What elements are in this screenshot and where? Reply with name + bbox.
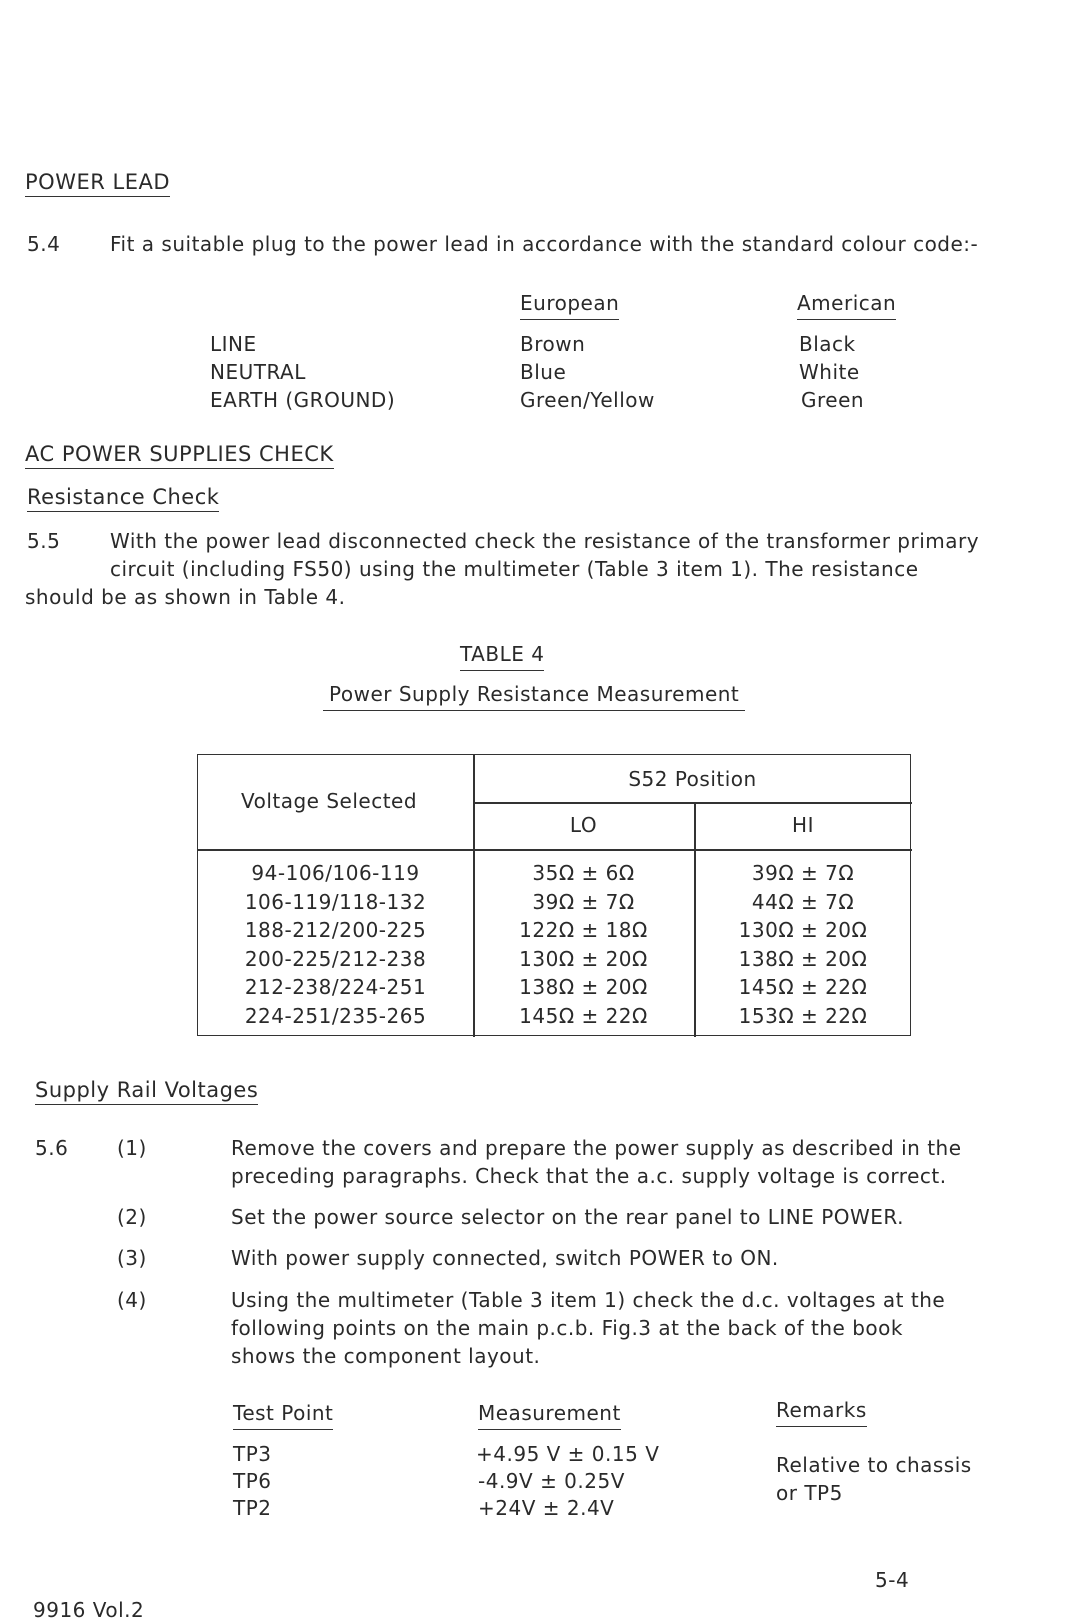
measurement-value: -4.9V ± 0.25V bbox=[478, 1469, 625, 1493]
table-4-caption: Power Supply Resistance Measurement bbox=[323, 680, 745, 711]
step-1-line-1: Remove the covers and prepare the power supply as described in the bbox=[231, 1136, 962, 1160]
table-cell-hi: 153Ω ± 22Ω bbox=[738, 1003, 868, 1028]
para-5-4-number: 5.4 bbox=[27, 232, 61, 256]
para-5-5-line-2: circuit (including FS50) using the multimeter (Table 3 item 1). The resistance bbox=[110, 557, 919, 581]
page-number: 5-4 bbox=[875, 1568, 910, 1592]
step-3-number: (3) bbox=[117, 1246, 147, 1270]
colour-row-american: Green bbox=[801, 388, 865, 412]
table-cell-voltage: 200-225/212-238 bbox=[244, 946, 427, 971]
para-5-5-number: 5.5 bbox=[27, 529, 61, 553]
para-5-5-line-1: With the power lead disconnected check the resistance of the transformer primary bbox=[110, 529, 980, 553]
table-cell-voltage: 106-119/118-132 bbox=[244, 889, 427, 914]
test-point: TP6 bbox=[233, 1469, 272, 1493]
step-2-line-1: Set the power source selector on the rear panel to LINE POWER. bbox=[231, 1205, 904, 1229]
document-reference: 9916 Vol.2 bbox=[33, 1598, 145, 1622]
hi-column bbox=[694, 859, 912, 1030]
table-cell-hi: 138Ω ± 20Ω bbox=[738, 946, 868, 971]
table-cell-lo: 145Ω ± 22Ω bbox=[519, 1003, 648, 1028]
table-cell-voltage: 94-106/106-119 bbox=[251, 861, 420, 885]
european-header: European bbox=[520, 289, 619, 320]
measurement-value: +4.95 V ± 0.15 V bbox=[476, 1442, 660, 1466]
colour-row-american: White bbox=[799, 360, 860, 384]
table-4-label: TABLE 4 bbox=[460, 640, 544, 671]
step-2-number: (2) bbox=[117, 1205, 147, 1229]
col-voltage-header: Voltage Selected bbox=[240, 789, 418, 813]
step-4-line-3: shows the component layout. bbox=[231, 1344, 541, 1368]
remarks-line-1: Relative to chassis bbox=[776, 1453, 972, 1477]
table-cell-lo: 130Ω ± 20Ω bbox=[519, 946, 648, 971]
step-4-line-2: following points on the main p.c.b. Fig.3 at the back of the book bbox=[231, 1316, 903, 1340]
col-lo-header: LO bbox=[569, 813, 598, 837]
col-position-header: S52 Position bbox=[628, 767, 757, 791]
table-cell-lo: 39Ω ± 7Ω bbox=[532, 889, 635, 914]
resistance-table bbox=[197, 754, 911, 1036]
colour-row-name: NEUTRAL bbox=[210, 360, 306, 384]
table-cell-hi: 44Ω ± 7Ω bbox=[751, 889, 855, 914]
test-point-header: Test Point bbox=[233, 1399, 333, 1430]
para-5-6-number: 5.6 bbox=[35, 1136, 69, 1160]
measurement-header: Measurement bbox=[478, 1399, 621, 1430]
para-5-4-text: Fit a suitable plug to the power lead in accordance with the standard colour code:- bbox=[110, 232, 979, 256]
colour-row-name: LINE bbox=[210, 332, 257, 356]
step-4-line-1: Using the multimeter (Table 3 item 1) check the d.c. voltages at the bbox=[231, 1288, 946, 1312]
para-5-5-line-3: should be as shown in Table 4. bbox=[25, 585, 346, 609]
american-header: American bbox=[797, 289, 896, 320]
voltage-column bbox=[198, 859, 473, 1030]
col-hi-header: HI bbox=[792, 813, 814, 837]
supply-rail-heading: Supply Rail Voltages bbox=[35, 1078, 258, 1105]
colour-row-european: Green/Yellow bbox=[520, 388, 655, 412]
step-4-number: (4) bbox=[117, 1288, 147, 1312]
remarks-header: Remarks bbox=[776, 1396, 867, 1427]
table-cell-lo: 138Ω ± 20Ω bbox=[519, 975, 648, 999]
step-1-number: (1) bbox=[117, 1136, 147, 1160]
table-cell-hi: 130Ω ± 20Ω bbox=[738, 918, 868, 942]
test-point: TP2 bbox=[233, 1496, 272, 1520]
table-cell-voltage: 188-212/200-225 bbox=[244, 918, 427, 942]
resistance-check-subheading: Resistance Check bbox=[27, 485, 219, 512]
table-cell-lo: 122Ω ± 18Ω bbox=[519, 918, 648, 942]
measurement-value: +24V ± 2.4V bbox=[478, 1496, 615, 1520]
ac-check-heading: AC POWER SUPPLIES CHECK bbox=[25, 442, 334, 469]
power-lead-heading: POWER LEAD bbox=[25, 170, 170, 197]
remarks-line-2: or TP5 bbox=[776, 1481, 843, 1505]
table-cell-voltage: 224-251/235-265 bbox=[244, 1003, 427, 1028]
step-1-line-2: preceding paragraphs. Check that the a.c. supply voltage is correct. bbox=[231, 1164, 947, 1188]
step-3-line-1: With power supply connected, switch POWER to ON. bbox=[231, 1246, 779, 1270]
table-cell-hi: 39Ω ± 7Ω bbox=[751, 861, 855, 885]
table-cell-hi: 145Ω ± 22Ω bbox=[738, 975, 868, 999]
table-cell-lo: 35Ω ± 6Ω bbox=[532, 861, 635, 885]
colour-row-american: Black bbox=[799, 332, 856, 356]
colour-row-european: Brown bbox=[520, 332, 586, 356]
table-cell-voltage: 212-238/224-251 bbox=[244, 975, 427, 999]
lo-column bbox=[473, 859, 694, 1030]
colour-row-name: EARTH (GROUND) bbox=[210, 388, 396, 412]
test-point: TP3 bbox=[233, 1442, 272, 1466]
colour-row-european: Blue bbox=[520, 360, 567, 384]
